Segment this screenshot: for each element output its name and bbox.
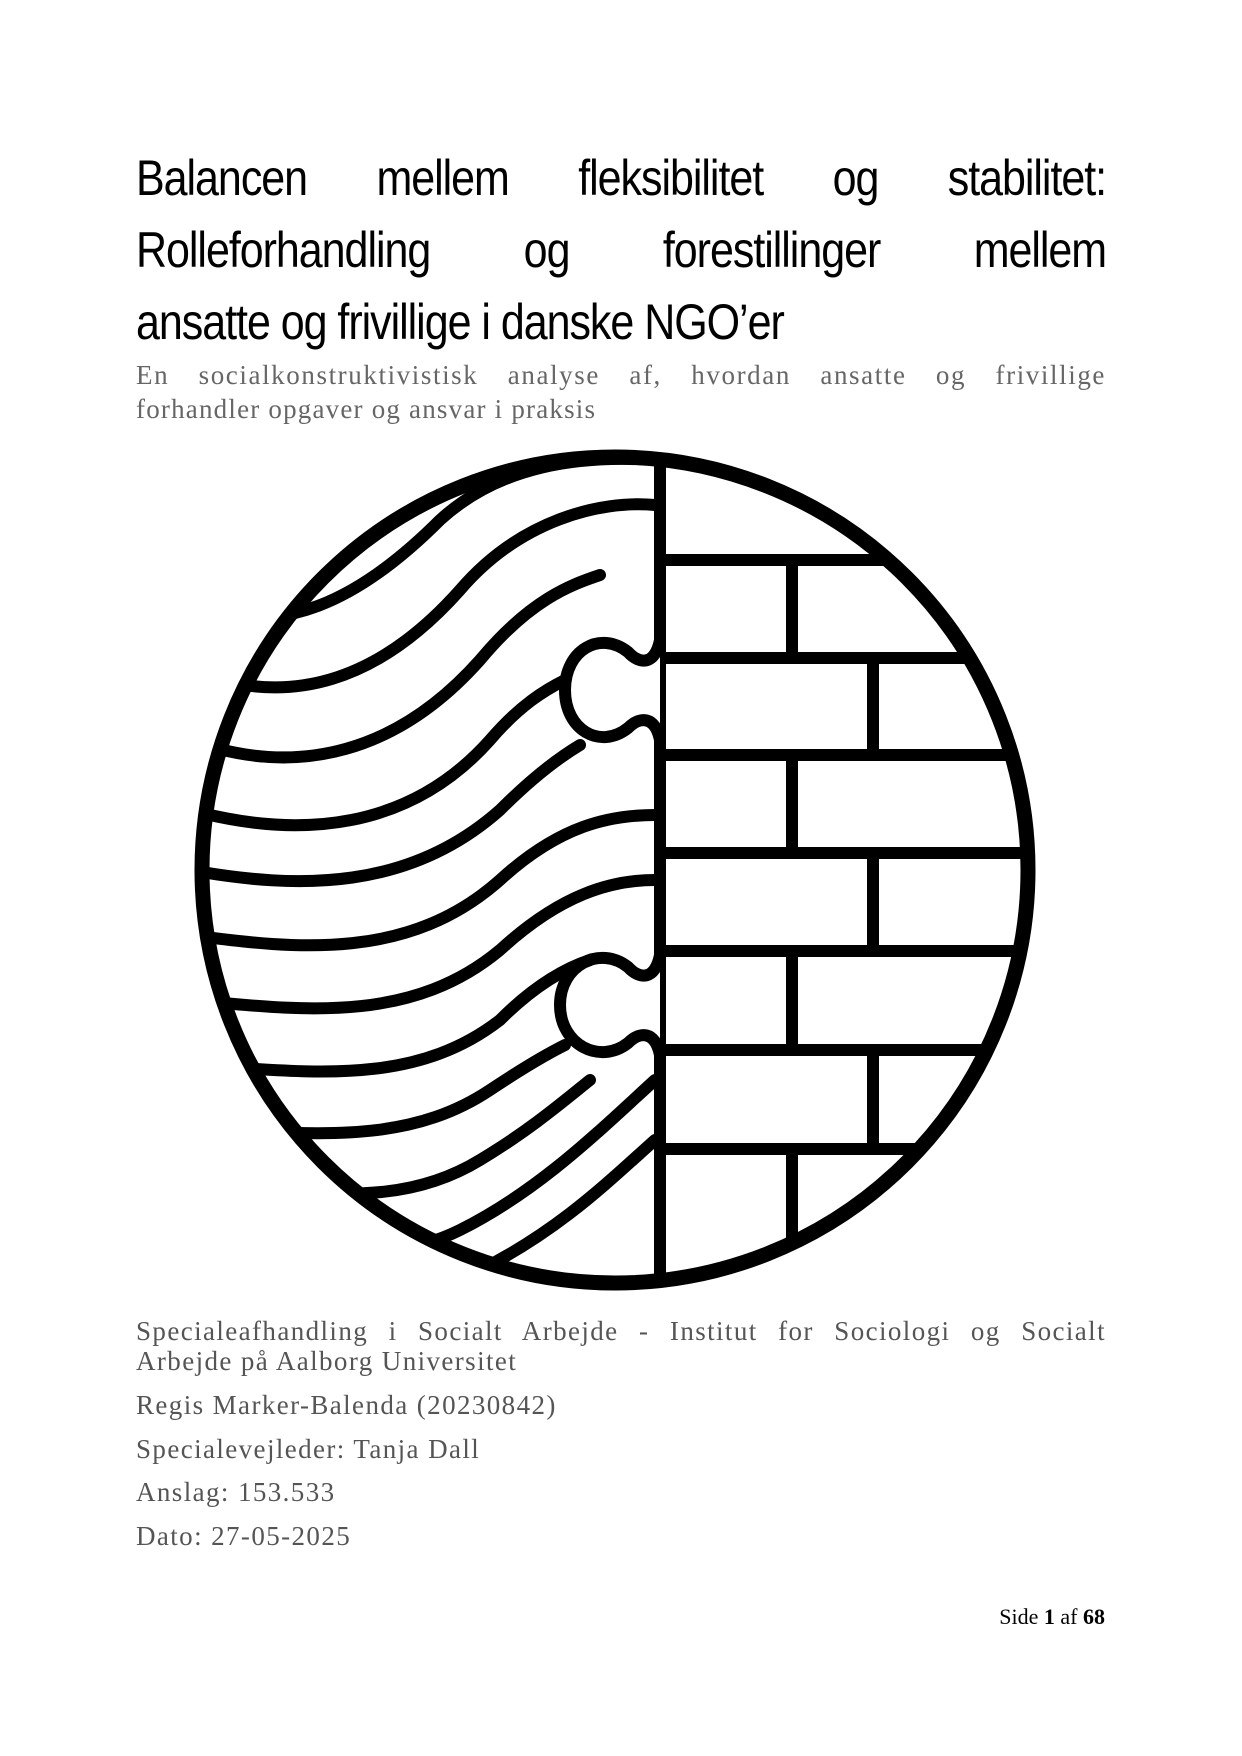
institution-line-1: Specialeafhandling i Socialt Arbejde - Institut for Sociologi og Socialt [136, 1316, 1106, 1346]
subtitle-line-2: forhandler opgaver og ansvar i praksis [136, 394, 597, 424]
subtitle [136, 358, 1106, 426]
page-total: 68 [1083, 1604, 1105, 1629]
author: Regis Marker-Balenda (20230842) [136, 1390, 557, 1420]
title-line-2: Rolleforhandling og forestillinger mellem [136, 222, 1107, 278]
page-sep: af [1060, 1604, 1078, 1629]
page-prefix: Side [999, 1604, 1039, 1629]
character-count: Anslag: 153.533 [136, 1477, 336, 1507]
title-line-1: Balancen mellem fleksibilitet og stabilitet: [136, 150, 1107, 206]
waves-and-bricks-logo-icon [185, 440, 1045, 1300]
institution-info [136, 1316, 1106, 1376]
page-title [136, 142, 1106, 358]
page-number [999, 1603, 1105, 1631]
date: Dato: 27-05-2025 [136, 1521, 352, 1551]
institution-line-2: Arbejde på Aalborg Universitet [136, 1346, 518, 1376]
page-current: 1 [1043, 1604, 1055, 1629]
subtitle-line-1: En socialkonstruktivistisk analyse af, hvordan ansatte og frivillige [136, 360, 1106, 390]
title-line-3: ansatte og frivillige i danske NGO’er [136, 294, 784, 350]
supervisor: Specialevejleder: Tanja Dall [136, 1434, 481, 1464]
